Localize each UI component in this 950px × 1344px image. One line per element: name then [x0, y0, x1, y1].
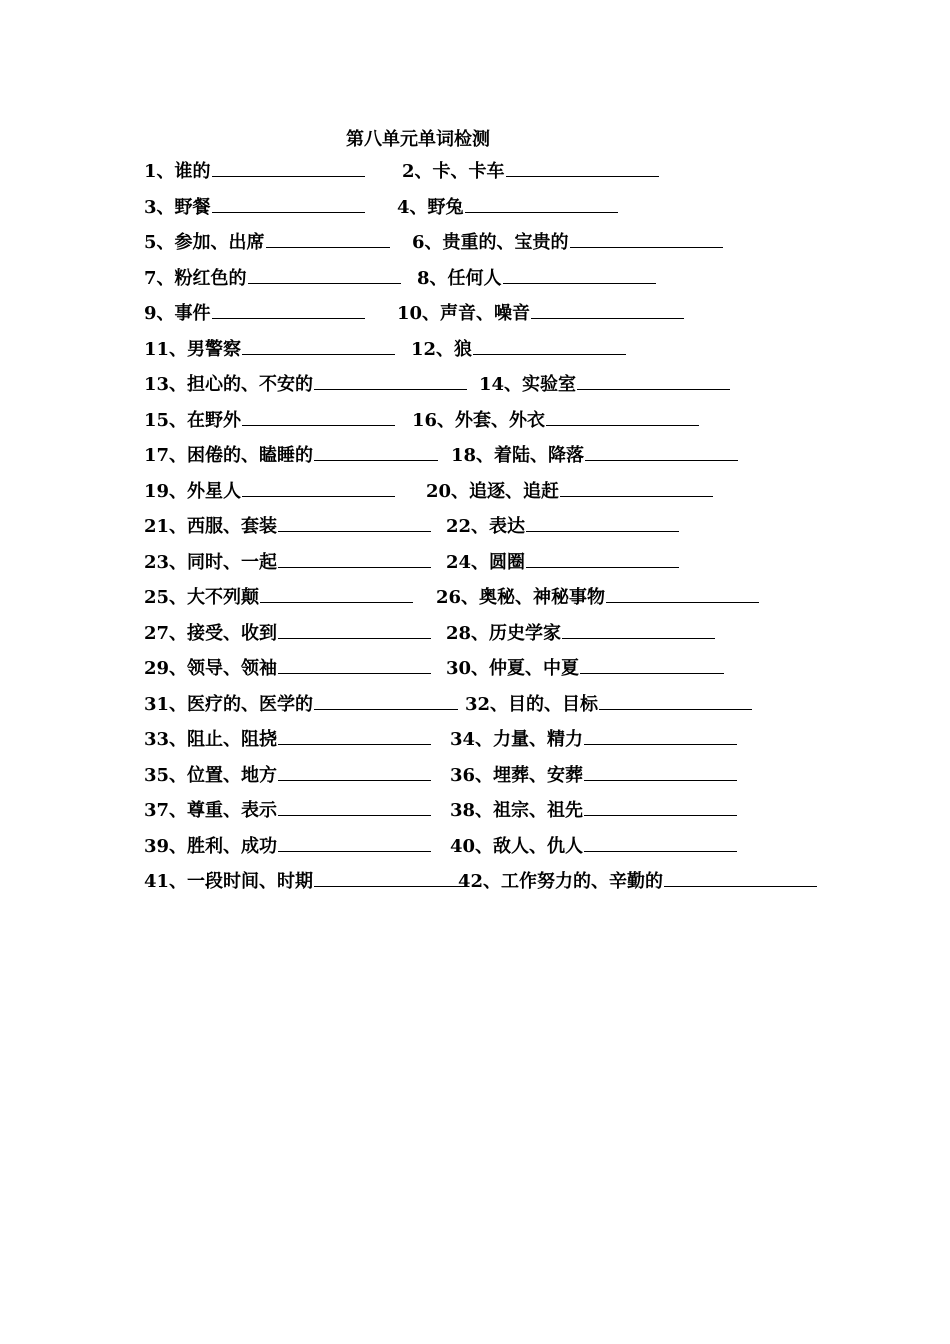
vocab-item [446, 513, 679, 541]
vocab-item [144, 620, 431, 648]
answer-blank[interactable] [248, 265, 401, 284]
answer-blank[interactable] [584, 726, 737, 745]
vocab-row [144, 442, 844, 472]
vocab-row [144, 584, 844, 614]
answer-blank[interactable] [266, 229, 390, 248]
answer-blank[interactable] [562, 620, 715, 639]
vocab-prompt: 29、领导、领袖 [144, 658, 278, 679]
answer-blank[interactable] [503, 265, 656, 284]
vocab-item [144, 371, 467, 399]
vocab-item [144, 158, 365, 186]
vocab-prompt: 38、祖宗、祖先 [450, 800, 584, 821]
answer-blank[interactable] [606, 584, 759, 603]
answer-blank[interactable] [278, 620, 431, 639]
vocab-item [417, 265, 656, 293]
vocab-item [144, 655, 431, 683]
answer-blank[interactable] [526, 549, 679, 568]
vocab-prompt: 42、工作努力的、辛勤的 [458, 871, 664, 892]
vocab-row [144, 194, 844, 224]
answer-blank[interactable] [570, 229, 723, 248]
vocab-prompt: 7、粉红色的 [144, 268, 247, 289]
vocab-item [144, 513, 431, 541]
vocab-row [144, 797, 844, 827]
vocab-prompt: 2、卡、卡车 [402, 161, 505, 182]
vocab-item [458, 868, 817, 896]
vocab-item [144, 300, 365, 328]
vocab-item [402, 158, 659, 186]
answer-blank[interactable] [599, 691, 752, 710]
vocab-prompt: 26、奥秘、神秘事物 [436, 587, 606, 608]
vocab-row [144, 407, 844, 437]
vocab-prompt: 35、位置、地方 [144, 765, 278, 786]
vocab-item [144, 336, 395, 364]
vocab-item [450, 726, 737, 754]
answer-blank[interactable] [278, 762, 431, 781]
vocab-item [397, 300, 684, 328]
vocab-item [426, 478, 713, 506]
vocab-item [446, 549, 679, 577]
vocab-row [144, 229, 844, 259]
answer-blank[interactable] [314, 371, 467, 390]
vocab-prompt: 37、尊重、表示 [144, 800, 278, 821]
answer-blank[interactable] [546, 407, 699, 426]
vocab-item [450, 762, 737, 790]
vocab-item [144, 584, 413, 612]
vocab-prompt: 25、大不列颠 [144, 587, 260, 608]
vocab-row [144, 336, 844, 366]
vocab-prompt: 41、一段时间、时期 [144, 871, 314, 892]
vocab-row [144, 549, 844, 579]
vocab-prompt: 24、圆圈 [446, 552, 526, 573]
vocab-prompt: 27、接受、收到 [144, 623, 278, 644]
answer-blank[interactable] [584, 762, 737, 781]
vocab-item [450, 797, 737, 825]
vocab-prompt: 16、外套、外衣 [412, 410, 546, 431]
vocab-row [144, 868, 844, 898]
vocab-item [479, 371, 730, 399]
vocab-prompt: 4、野兔 [397, 197, 464, 218]
vocab-row [144, 265, 844, 295]
vocab-prompt: 34、力量、精力 [450, 729, 584, 750]
vocab-prompt: 17、困倦的、瞌睡的 [144, 445, 314, 466]
vocab-row [144, 158, 844, 188]
vocab-row [144, 300, 844, 330]
vocab-item [446, 655, 724, 683]
answer-blank[interactable] [242, 478, 395, 497]
vocab-prompt: 28、历史学家 [446, 623, 562, 644]
vocab-prompt: 8、任何人 [417, 268, 502, 289]
vocab-row [144, 691, 844, 721]
vocab-prompt: 40、敌人、仇人 [450, 836, 584, 857]
answer-blank[interactable] [664, 868, 817, 887]
vocab-item [436, 584, 759, 612]
vocab-item [397, 194, 618, 222]
vocab-item [144, 797, 431, 825]
vocab-item [144, 265, 401, 293]
vocab-prompt: 32、目的、目标 [465, 694, 599, 715]
vocab-prompt: 1、谁的 [144, 161, 211, 182]
answer-blank[interactable] [212, 158, 365, 177]
answer-blank[interactable] [473, 336, 626, 355]
answer-blank[interactable] [242, 407, 395, 426]
answer-blank[interactable] [585, 442, 738, 461]
vocab-prompt: 9、事件 [144, 303, 211, 324]
vocab-prompt: 10、声音、噪音 [397, 303, 531, 324]
vocab-row [144, 655, 844, 685]
answer-blank[interactable] [465, 194, 618, 213]
vocab-prompt: 19、外星人 [144, 481, 242, 502]
vocab-item [446, 620, 715, 648]
page-title: 第八单元单词检测 [346, 129, 490, 150]
vocab-prompt: 15、在野外 [144, 410, 242, 431]
answer-blank[interactable] [314, 868, 467, 887]
vocab-prompt: 36、埋葬、安葬 [450, 765, 584, 786]
vocab-row [144, 620, 844, 650]
answer-blank[interactable] [278, 513, 431, 532]
answer-blank[interactable] [278, 797, 431, 816]
vocab-item [144, 442, 438, 470]
answer-blank[interactable] [278, 655, 431, 674]
vocab-row [144, 833, 844, 863]
vocab-prompt: 5、参加、出席 [144, 232, 265, 253]
vocab-item [144, 833, 431, 861]
vocab-item [411, 336, 626, 364]
vocab-prompt: 30、仲夏、中夏 [446, 658, 580, 679]
vocab-item [144, 549, 431, 577]
vocab-prompt: 39、胜利、成功 [144, 836, 278, 857]
vocab-row [144, 762, 844, 792]
vocab-item [144, 478, 395, 506]
answer-blank[interactable] [577, 371, 730, 390]
vocab-item [450, 833, 737, 861]
vocab-item [412, 229, 723, 257]
answer-blank[interactable] [212, 194, 365, 213]
vocab-item [412, 407, 699, 435]
answer-blank[interactable] [506, 158, 659, 177]
vocab-prompt: 21、西服、套装 [144, 516, 278, 537]
vocab-item [451, 442, 738, 470]
answer-blank[interactable] [212, 300, 365, 319]
vocab-item [144, 194, 365, 222]
vocab-prompt: 14、实验室 [479, 374, 577, 395]
vocab-item [144, 407, 395, 435]
vocab-prompt: 13、担心的、不安的 [144, 374, 314, 395]
vocab-prompt: 22、表达 [446, 516, 526, 537]
vocab-item [144, 762, 431, 790]
vocab-prompt: 20、追逐、追赶 [426, 481, 560, 502]
vocab-prompt: 18、着陆、降落 [451, 445, 585, 466]
answer-blank[interactable] [560, 478, 713, 497]
answer-blank[interactable] [260, 584, 413, 603]
answer-blank[interactable] [314, 442, 438, 461]
answer-blank[interactable] [584, 833, 737, 852]
answer-blank[interactable] [526, 513, 679, 532]
vocab-row [144, 371, 844, 401]
vocab-prompt: 6、贵重的、宝贵的 [412, 232, 569, 253]
answer-blank[interactable] [242, 336, 395, 355]
vocab-item [144, 691, 458, 719]
vocab-prompt: 33、阻止、阻挠 [144, 729, 278, 750]
answer-blank[interactable] [580, 655, 724, 674]
vocab-row [144, 726, 844, 756]
vocab-row [144, 478, 844, 508]
vocab-item [144, 726, 431, 754]
answer-blank[interactable] [278, 833, 431, 852]
answer-blank[interactable] [278, 726, 431, 745]
answer-blank[interactable] [278, 549, 431, 568]
vocab-prompt: 3、野餐 [144, 197, 211, 218]
vocab-prompt: 11、男警察 [144, 339, 242, 360]
answer-blank[interactable] [531, 300, 684, 319]
vocab-item [465, 691, 752, 719]
vocab-prompt: 23、同时、一起 [144, 552, 278, 573]
vocab-prompt: 12、狼 [411, 339, 473, 360]
vocab-row [144, 513, 844, 543]
answer-blank[interactable] [314, 691, 458, 710]
vocab-prompt: 31、医疗的、医学的 [144, 694, 314, 715]
answer-blank[interactable] [584, 797, 737, 816]
vocab-item [144, 868, 467, 896]
vocab-item [144, 229, 390, 257]
